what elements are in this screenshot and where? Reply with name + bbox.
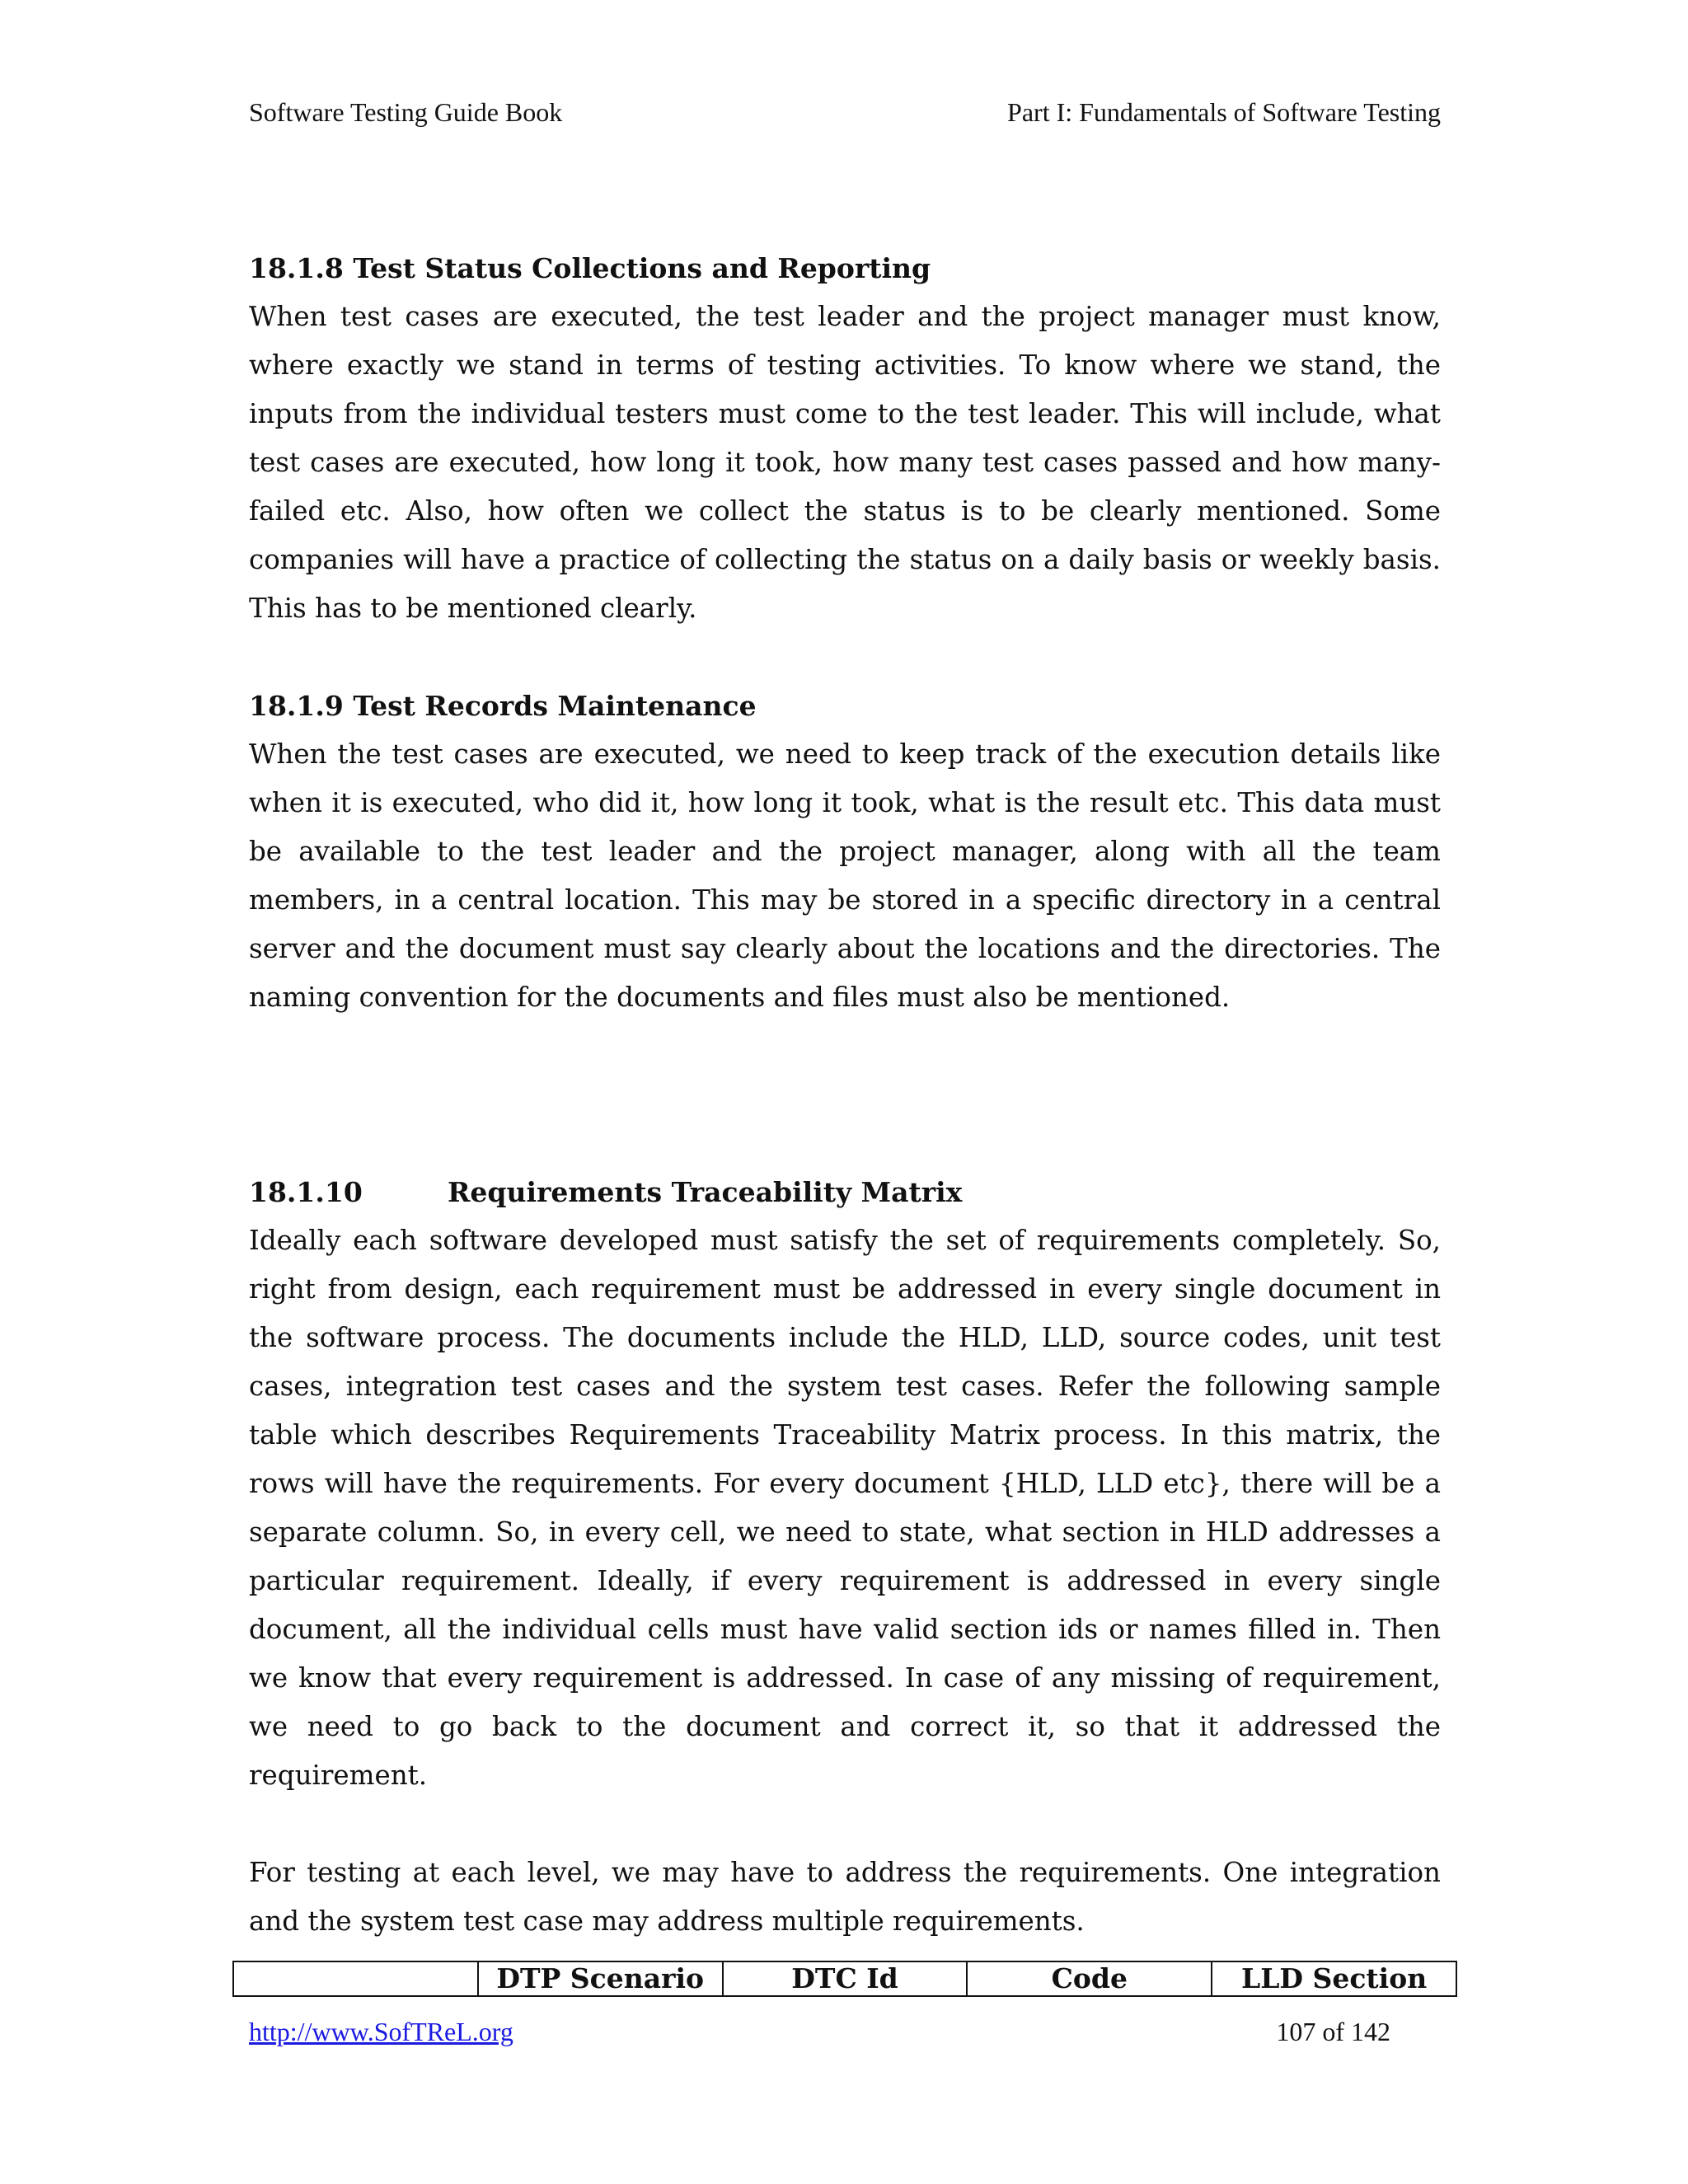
table-header-cell-blank	[233, 1961, 478, 1996]
traceability-matrix-table	[232, 1961, 1457, 1997]
section-number: 18.1.10	[249, 1176, 363, 1208]
table-header-cell-dtc-id: DTC Id	[723, 1961, 968, 1996]
section-title: Requirements Traceability Matrix	[448, 1176, 963, 1208]
page-number: 107 of 142	[1276, 2017, 1390, 2046]
section-number: 18.1.9	[249, 690, 344, 722]
section-paragraph: When the test cases are executed, we need to keep track of the execution details like when it is executed, who did it, how long it took, what is the result etc. This data must be available to the test leader and the project manager, along with all the team members, in a central location. This may be stored in a specific directory in a central server and the document must say clearly about the locations and the directories. The naming convention for the documents and files must also be mentioned.	[249, 738, 1441, 1013]
table-header-cell-code: Code	[967, 1961, 1212, 1996]
page-footer	[249, 2017, 1390, 2047]
section-number: 18.1.8	[249, 252, 344, 284]
header-book-title: Software Testing Guide Book	[249, 97, 563, 127]
website-link[interactable]: http://www.SofTReL.org	[249, 2017, 513, 2046]
table-header-cell-dtp-scenario: DTP Scenario	[478, 1961, 723, 1996]
section-title: Test Status Collections and Reporting	[353, 252, 931, 284]
section-paragraph: When test cases are executed, the test leader and the project manager must know, where exactly we stand in terms of testing activities. To know where we stand, the inputs from the individual testers must come to the test leader. This will include, what test cases are executed, how long it took, how many test cases passed and how many-failed etc. Also, how often we collect the status is to be clearly mentioned. Some companies will have a practice of collecting the status on a daily basis or weekly basis. This has to be mentioned clearly.	[249, 301, 1441, 624]
section-paragraph: Ideally each software developed must satisfy the set of requirements completely. So, right from design, each requirement must be addressed in every single document in the software process. The documents include the HLD, LLD, source codes, unit test cases, integration test cases and the system test cases. Refer the following sample table which describes Requirements Traceability Matrix process. In this matrix, the rows will have the requirements. For every document {HLD, LLD etc}, there will be a separate column. So, in every cell, we need to state, what section in HLD addresses a particular requirement. Ideally, if every requirement is addressed in every single document, all the individual cells must have valid section ids or names filled in. Then we know that every requirement is addressed. In case of any missing of requirement, we need to go back to the document and correct it, so that it addressed the requirement.	[249, 1225, 1441, 1791]
spacer	[249, 1800, 1441, 1849]
spacer	[249, 1022, 1441, 1168]
section-title: Test Records Maintenance	[353, 690, 757, 722]
section-paragraph: For testing at each level, we may have to address the requirements. One integration and the system test case may address multiple requirements.	[249, 1857, 1441, 1937]
spacer	[249, 633, 1441, 682]
section-heading-18-1-10	[249, 1168, 1441, 1216]
page-body	[249, 244, 1441, 1946]
section-heading-18-1-9	[249, 682, 1441, 730]
table-header-row	[233, 1961, 1456, 1996]
header-part-title: Part I: Fundamentals of Software Testing	[1007, 97, 1441, 127]
table-header-cell-lld-section: LLD Section	[1212, 1961, 1456, 1996]
running-header	[249, 97, 1441, 128]
section-heading-18-1-8	[249, 244, 1441, 293]
